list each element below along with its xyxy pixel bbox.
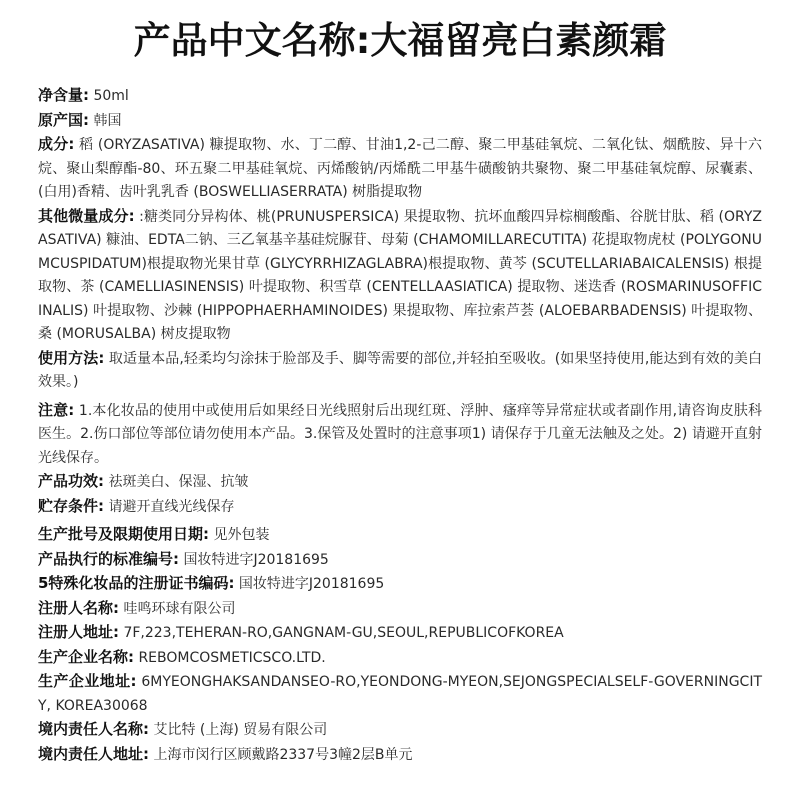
row-value: 韩国 [89,112,122,129]
row-value: 上海市闵行区顾戴路2337号3幢2层B单元 [149,746,413,763]
registration-code-row [38,572,762,597]
row-label: 其他微量成分: [38,206,135,225]
row-value: 取适量本品,轻柔均匀涂抹于脸部及手、脚等需要的部位,并轻拍至吸收。(如果坚持使用,能达到有效的美白效果。) [38,350,762,390]
domestic-agent-name-row [38,718,762,743]
row-label: 使用方法: [38,348,105,367]
manufacturer-name-row [38,646,762,671]
row-label: 产品执行的标准编号: [38,549,179,568]
row-label: 成分: [38,135,75,153]
row-label: 5特殊化妆品的注册证书编码: [38,574,235,592]
registrant-name-row [38,597,762,622]
row-label: 贮存条件: [38,496,104,515]
domestic-agent-address-row [38,743,762,768]
manufacturer-address-row [38,670,762,718]
row-value: 50ml [89,88,129,104]
row-label: 注册人名称: [38,598,119,617]
row-label: 注册人地址: [38,623,119,641]
row-value: 哇鸣环球有限公司 [119,600,236,617]
row-value: 6MYEONGHAKSANDANSEO-RO,YEONDONG-MYEON,SEJONGSPECIALSELF-GOVERNINGCITY, KOREA30068 [38,674,763,714]
product-info-list [38,84,762,767]
caution-row [38,399,762,471]
row-value: 艾比特 (上海) 贸易有限公司 [149,722,328,738]
net-content-row [38,84,762,109]
trace-ingredients-row [38,205,762,347]
standard-number-row [38,548,762,573]
page-title: 产品中文名称:大福留亮白素颜霜 [133,19,667,62]
row-value: REBOMCOSMETICSCO.LTD. [134,649,326,666]
row-label: 生产批号及限期使用日期: [38,525,209,543]
registrant-address-row [38,621,762,646]
row-label: 原产国: [38,110,89,129]
usage-row [38,347,762,395]
row-label: 注意: [38,400,75,419]
row-value: :糖类同分异构体、桃(PRUNUSPERSICA) 果提取物、抗坏血酸四异棕榈酸酯、谷胱甘肽、稻 (ORYZASATIVA) 糠油、EDTA二钠、三乙氧基辛基硅烷脲苷、母菊 (CHAMOMILLARECUTITA) 花提取物虎杖 (POLYGONUMCUSPIDATUM)根提取物光果甘草 (GLYCYRRHIZAGLABRA)根提取物、黄芩 (SCUTELLARIABAICALENSIS) 根提取物、茶 (CAMELLIASINENSIS) 叶提取物、积雪草 (CENTELLAASIATICA) 提取物、迷迭香 (ROSMARINUSOFFICINALIS) 叶提取物、沙棘 (HIPPOPHAERHAMINOIDES) 果提取物、库拉索芦荟 (ALOEBARBADENSIS) 叶提取物、桑 (MORUSALBA) 树皮提取物 [38,208,763,342]
origin-country-row [38,109,762,134]
storage-row [38,495,762,520]
batch-expiry-row [38,523,762,548]
row-label: 生产企业名称: [38,647,134,666]
row-label: 境内责任人地址: [38,744,149,763]
row-label: 净含量: [38,86,89,104]
ingredients-row [38,133,762,205]
row-label: 生产企业地址: [38,672,137,690]
row-label: 境内责任人名称: [38,720,149,738]
row-value: 祛斑美白、保湿、抗皱 [104,474,249,490]
row-value: 请避开直线光线保存 [104,498,235,515]
row-value: 国妆特进字J20181695 [179,551,329,568]
row-label: 产品功效: [38,472,104,490]
row-value: 国妆特进字J20181695 [234,576,385,592]
efficacy-row [38,470,762,495]
row-value: 稻 (ORYZASATIVA) 糠提取物、水、丁二醇、甘油1,2-己二醇、聚二甲基硅氧烷、二氧化钛、烟酰胺、异十六烷、聚山梨醇酯-80、环五聚二甲基硅氧烷、丙烯酸钠/丙烯酰二甲基牛磺酸钠共聚物、聚二甲基硅氧烷醇、尿囊素、(白用)香精、齿叶乳乳香 (BOSWELLIASERRATA) 树脂提取物 [38,137,762,200]
row-value: 7F,223,TEHERAN-RO,GANGNAM-GU,SEOUL,REPUBLICOFKOREA [119,625,564,641]
row-value: 见外包装 [209,527,270,543]
row-value: 1.本化妆品的使用中或使用后如果经日光线照射后出现红斑、浮肿、瘙痒等异常症状或者副作用,请咨询皮肤科医生。2.伤口部位等部位请勿使用本产品。3.保管及处置时的注意事项1) 请保存于几童无法触及之处。2) 请避开直射光线保存。 [38,402,762,466]
